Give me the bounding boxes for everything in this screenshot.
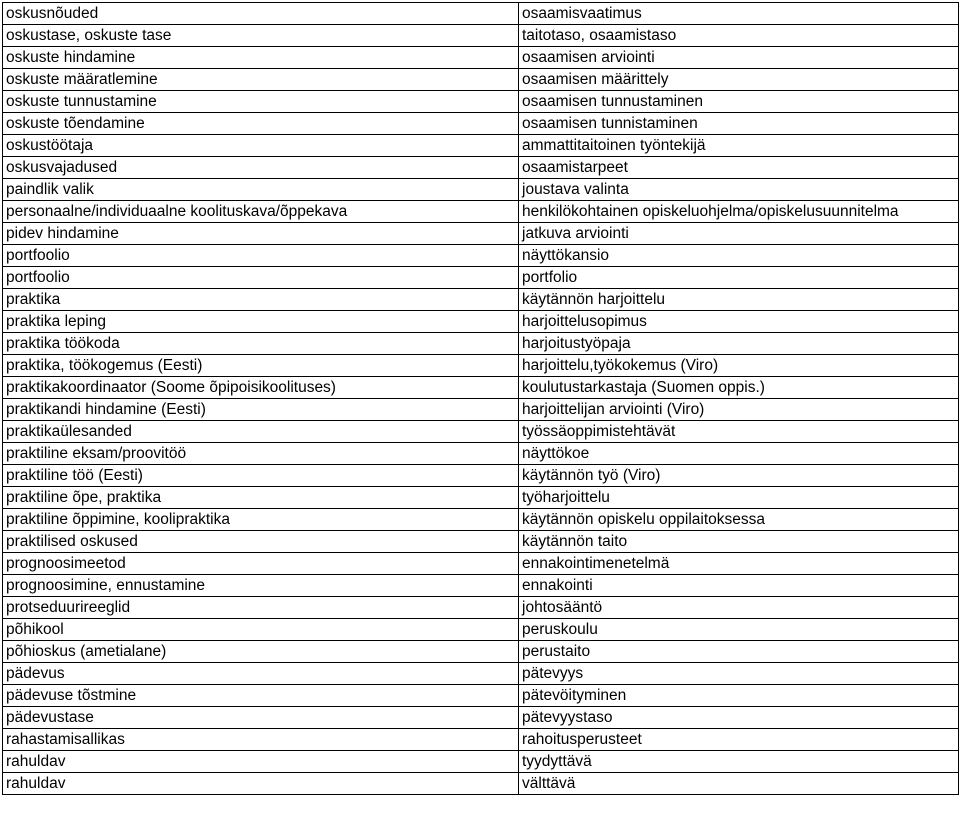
finnish-term: perustaito bbox=[519, 641, 959, 663]
estonian-term: põhikool bbox=[3, 619, 519, 641]
estonian-term: praktikandi hindamine (Eesti) bbox=[3, 399, 519, 421]
estonian-term: protseduurireeglid bbox=[3, 597, 519, 619]
table-row bbox=[3, 751, 959, 773]
finnish-term: harjoitustyöpaja bbox=[519, 333, 959, 355]
estonian-term: praktikakoordinaator (Soome õpipoisikoolituses) bbox=[3, 377, 519, 399]
estonian-term: oskustöötaja bbox=[3, 135, 519, 157]
finnish-term: osaamisen tunnustaminen bbox=[519, 91, 959, 113]
estonian-term: praktika töökoda bbox=[3, 333, 519, 355]
estonian-term: praktilised oskused bbox=[3, 531, 519, 553]
estonian-term: oskustase, oskuste tase bbox=[3, 25, 519, 47]
table-row bbox=[3, 465, 959, 487]
table-row bbox=[3, 443, 959, 465]
estonian-term: oskusvajadused bbox=[3, 157, 519, 179]
table-row bbox=[3, 91, 959, 113]
finnish-term: näyttökansio bbox=[519, 245, 959, 267]
finnish-term: osaamisen määrittely bbox=[519, 69, 959, 91]
estonian-term: praktika leping bbox=[3, 311, 519, 333]
estonian-term: paindlik valik bbox=[3, 179, 519, 201]
estonian-term: praktiline eksam/proovitöö bbox=[3, 443, 519, 465]
table-row bbox=[3, 201, 959, 223]
finnish-term: työharjoittelu bbox=[519, 487, 959, 509]
finnish-term: käytännön työ (Viro) bbox=[519, 465, 959, 487]
table-row bbox=[3, 245, 959, 267]
estonian-term: pädevuse tõstmine bbox=[3, 685, 519, 707]
estonian-term: oskuste hindamine bbox=[3, 47, 519, 69]
table-row bbox=[3, 707, 959, 729]
finnish-term: rahoitusperusteet bbox=[519, 729, 959, 751]
table-row bbox=[3, 377, 959, 399]
table-row bbox=[3, 487, 959, 509]
estonian-term: praktiline õppimine, koolipraktika bbox=[3, 509, 519, 531]
table-row bbox=[3, 333, 959, 355]
finnish-term: ammattitaitoinen työntekijä bbox=[519, 135, 959, 157]
estonian-term: portfoolio bbox=[3, 267, 519, 289]
table-row bbox=[3, 69, 959, 91]
finnish-term: jatkuva arviointi bbox=[519, 223, 959, 245]
finnish-term: ennakointimenetelmä bbox=[519, 553, 959, 575]
table-row bbox=[3, 575, 959, 597]
finnish-term: peruskoulu bbox=[519, 619, 959, 641]
estonian-term: rahuldav bbox=[3, 751, 519, 773]
finnish-term: tyydyttävä bbox=[519, 751, 959, 773]
finnish-term: joustava valinta bbox=[519, 179, 959, 201]
table-row bbox=[3, 311, 959, 333]
table-row bbox=[3, 289, 959, 311]
finnish-term: johtosääntö bbox=[519, 597, 959, 619]
table-row bbox=[3, 729, 959, 751]
estonian-term: põhioskus (ametialane) bbox=[3, 641, 519, 663]
table-row bbox=[3, 135, 959, 157]
table-row bbox=[3, 421, 959, 443]
table-row bbox=[3, 157, 959, 179]
estonian-term: praktiline õpe, praktika bbox=[3, 487, 519, 509]
estonian-term: pädevus bbox=[3, 663, 519, 685]
table-row bbox=[3, 663, 959, 685]
estonian-term: oskusnõuded bbox=[3, 3, 519, 25]
finnish-term: harjoittelusopimus bbox=[519, 311, 959, 333]
finnish-term: työssäoppimistehtävät bbox=[519, 421, 959, 443]
estonian-term: prognoosimeetod bbox=[3, 553, 519, 575]
estonian-term: praktika, töökogemus (Eesti) bbox=[3, 355, 519, 377]
table-row bbox=[3, 619, 959, 641]
table-row bbox=[3, 267, 959, 289]
table-row bbox=[3, 355, 959, 377]
table-row bbox=[3, 25, 959, 47]
finnish-term: osaamisen tunnistaminen bbox=[519, 113, 959, 135]
table-row bbox=[3, 597, 959, 619]
finnish-term: näyttökoe bbox=[519, 443, 959, 465]
estonian-term: pidev hindamine bbox=[3, 223, 519, 245]
finnish-term: käytännön taito bbox=[519, 531, 959, 553]
finnish-term: pätevöityminen bbox=[519, 685, 959, 707]
finnish-term: harjoittelijan arviointi (Viro) bbox=[519, 399, 959, 421]
estonian-term: pädevustase bbox=[3, 707, 519, 729]
table-row bbox=[3, 553, 959, 575]
table-row bbox=[3, 3, 959, 25]
estonian-term: personaalne/individuaalne koolituskava/õppekava bbox=[3, 201, 519, 223]
glossary-table bbox=[2, 2, 959, 795]
finnish-term: koulutustarkastaja (Suomen oppis.) bbox=[519, 377, 959, 399]
table-row bbox=[3, 179, 959, 201]
table-row bbox=[3, 685, 959, 707]
table-row bbox=[3, 509, 959, 531]
finnish-term: käytännön harjoittelu bbox=[519, 289, 959, 311]
estonian-term: praktika bbox=[3, 289, 519, 311]
table-row bbox=[3, 641, 959, 663]
table-row bbox=[3, 223, 959, 245]
estonian-term: prognoosimine, ennustamine bbox=[3, 575, 519, 597]
estonian-term: rahastamisallikas bbox=[3, 729, 519, 751]
finnish-term: välttävä bbox=[519, 773, 959, 795]
estonian-term: oskuste tõendamine bbox=[3, 113, 519, 135]
estonian-term: praktiline töö (Eesti) bbox=[3, 465, 519, 487]
finnish-term: henkilökohtainen opiskeluohjelma/opiskelusuunnitelma bbox=[519, 201, 959, 223]
finnish-term: osaamisvaatimus bbox=[519, 3, 959, 25]
finnish-term: harjoittelu,työkokemus (Viro) bbox=[519, 355, 959, 377]
estonian-term: oskuste tunnustamine bbox=[3, 91, 519, 113]
glossary-body bbox=[3, 3, 959, 795]
finnish-term: käytännön opiskelu oppilaitoksessa bbox=[519, 509, 959, 531]
table-row bbox=[3, 531, 959, 553]
estonian-term: oskuste määratlemine bbox=[3, 69, 519, 91]
table-row bbox=[3, 113, 959, 135]
finnish-term: pätevyys bbox=[519, 663, 959, 685]
finnish-term: osaamistarpeet bbox=[519, 157, 959, 179]
finnish-term: portfolio bbox=[519, 267, 959, 289]
estonian-term: praktikaülesanded bbox=[3, 421, 519, 443]
estonian-term: portfoolio bbox=[3, 245, 519, 267]
table-row bbox=[3, 773, 959, 795]
table-row bbox=[3, 399, 959, 421]
table-row bbox=[3, 47, 959, 69]
estonian-term: rahuldav bbox=[3, 773, 519, 795]
finnish-term: osaamisen arviointi bbox=[519, 47, 959, 69]
finnish-term: pätevyystaso bbox=[519, 707, 959, 729]
finnish-term: taitotaso, osaamistaso bbox=[519, 25, 959, 47]
finnish-term: ennakointi bbox=[519, 575, 959, 597]
